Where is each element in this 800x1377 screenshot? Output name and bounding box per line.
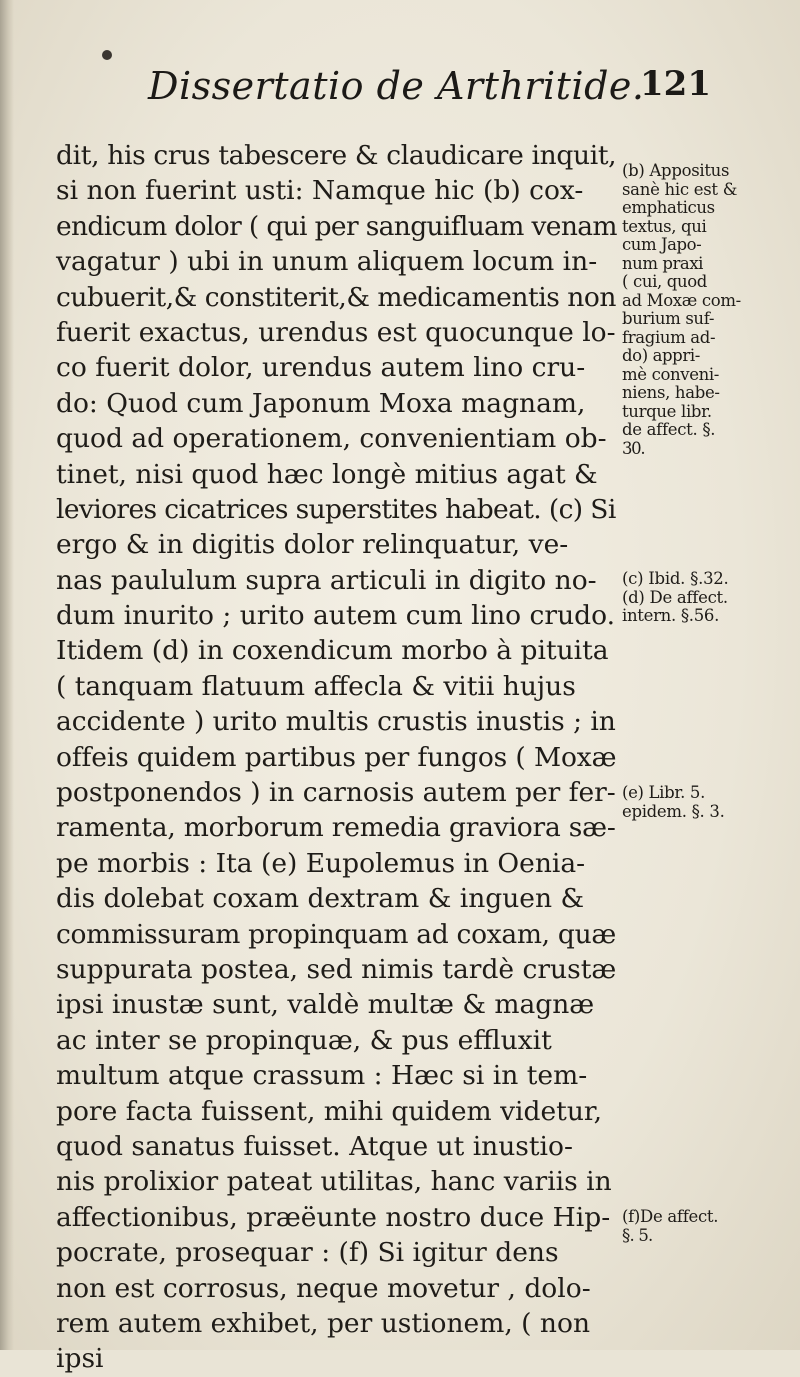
- text-line: postponendos ) in carnosis autem per fer-: [56, 777, 616, 809]
- ink-blot-ornament: [102, 50, 112, 60]
- text-line: leviores cicatrices superstites habeat. (c) Si: [56, 493, 616, 525]
- margin-note-f: [622, 1208, 798, 1245]
- text-line: co fuerit dolor, urendus autem lino cru-: [56, 352, 586, 384]
- margin-note-b: [622, 162, 798, 458]
- margin-note-line: fragium ad-: [622, 327, 716, 347]
- text-line: do: Quod cum Japonum Moxa magnam,: [56, 387, 586, 419]
- margin-note-line: (d) De affect.: [622, 587, 728, 607]
- text-line: nas paululum supra articuli in digito no-: [56, 564, 597, 596]
- margin-note-line: ad Moxæ com-: [622, 290, 741, 310]
- text-line: pe morbis : Ita (e) Eupolemus in Oenia-: [56, 847, 586, 879]
- margin-note-line: textus, qui: [622, 216, 707, 236]
- margin-note-line: (f)De affect.: [622, 1207, 719, 1226]
- text-line: nis prolixior pateat utilitas, hanc variis in: [56, 1166, 612, 1198]
- text-line: endicum dolor ( qui per sanguifluam venam: [56, 210, 617, 242]
- margin-note-line: emphaticus: [622, 198, 715, 217]
- text-line: ramenta, morborum remedia graviora sæ-: [56, 812, 616, 844]
- margin-note-line: (b) Appositus: [622, 161, 730, 180]
- text-line: dis dolebat coxam dextram & inguen &: [56, 883, 585, 915]
- margin-note-line: niens, habe-: [622, 383, 720, 402]
- text-line: ergo & in digitis dolor relinquatur, ve-: [56, 529, 569, 561]
- text-line: ipsi inustæ sunt, valdè multæ & magnæ: [56, 989, 595, 1021]
- text-line: pocrate, prosequar : (f) Si igitur dens: [56, 1237, 559, 1269]
- margin-note-line: epidem. §. 3.: [622, 801, 725, 821]
- margin-note-line: ( cui, quod: [622, 272, 708, 291]
- main-text-column: [56, 138, 616, 1377]
- margin-note-line: cum Japo-: [622, 235, 702, 254]
- margin-note-line: intern. §.56.: [622, 606, 720, 625]
- text-line: non est corrosus, neque movetur , dolo-: [56, 1272, 591, 1304]
- text-line: si non fuerint usti: Namque hic (b) cox-: [56, 175, 584, 207]
- page-number: 121: [640, 64, 711, 104]
- margin-note-line: mè conveni-: [622, 364, 720, 384]
- running-title: Dissertatio de Arthritide.: [148, 64, 645, 108]
- text-line: multum atque crassum : Hæc si in tem-: [56, 1060, 588, 1092]
- text-line: quod ad operationem, convenientiam ob-: [56, 423, 607, 455]
- margin-note-line: (c) Ibid. §.32.: [622, 569, 729, 588]
- margin-note-line: turque libr.: [622, 401, 712, 421]
- text-line: suppurata postea, sed nimis tardè crustæ: [56, 953, 617, 985]
- text-line: ( tanquam flatuum affecla & vitii hujus: [56, 670, 576, 702]
- page-header: [0, 60, 800, 110]
- text-line: accidente ) urito multis crustis inustis ; in: [56, 706, 616, 738]
- margin-note-e: [622, 784, 798, 821]
- margin-note-line: §. 5.: [622, 1225, 653, 1245]
- text-line: cubuerit,& constiterit,& medicamentis non: [56, 281, 617, 313]
- margin-note-line: do) appri-: [622, 346, 700, 365]
- text-line: pore facta fuissent, mihi quidem videtur,: [56, 1095, 603, 1127]
- text-line: rem autem exhibet, per ustionem, ( non: [56, 1307, 591, 1339]
- text-line: ac inter se propinquæ, & pus effluxit: [56, 1024, 552, 1056]
- text-line: quod sanatus fuisset. Atque ut inustio-: [56, 1130, 573, 1162]
- text-line: commissuram propinquam ad coxam, quæ: [56, 918, 616, 950]
- margin-note-line: num praxi: [622, 253, 704, 273]
- text-line: ipsi: [56, 1343, 104, 1375]
- text-line: Itidem (d) in coxendicum morbo à pituita: [56, 635, 609, 667]
- text-line: tinet, nisi quod hæc longè mitius agat &: [56, 458, 598, 490]
- margin-note-line: (e) Libr. 5.: [622, 783, 705, 802]
- margin-note-c-d: [622, 570, 798, 626]
- margin-note-line: sanè hic est &: [622, 179, 738, 199]
- margin-note-line: de affect. §.: [622, 420, 716, 439]
- margin-note-line: burium suf-: [622, 309, 715, 328]
- text-line: dit, his crus tabescere & claudicare inquit,: [56, 140, 617, 171]
- binding-gutter: [0, 0, 14, 1350]
- text-line: dum inurito ; urito autem cum lino crudo.: [56, 600, 616, 632]
- text-line: affectionibus, præëunte nostro duce Hip-: [56, 1201, 611, 1233]
- text-line: offeis quidem partibus per fungos ( Moxæ: [56, 741, 617, 773]
- text-line: vagatur ) ubi in unum aliquem locum in-: [56, 246, 598, 278]
- text-line: fuerit exactus, urendus est quocunque lo-: [56, 316, 616, 348]
- margin-note-line: 30.: [622, 438, 645, 458]
